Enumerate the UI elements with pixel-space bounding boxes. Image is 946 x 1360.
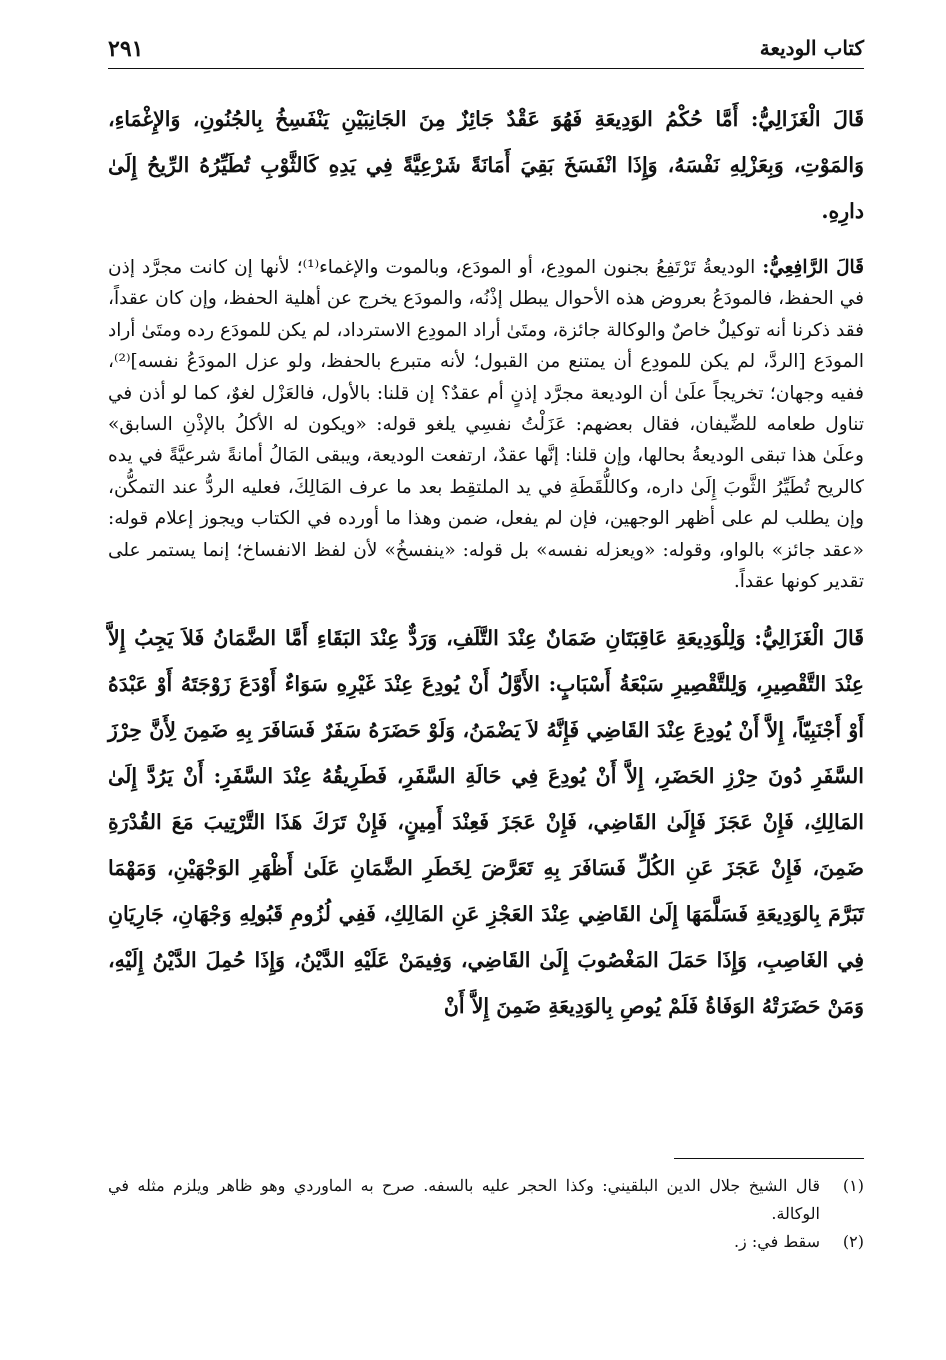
footnote-divider	[674, 1158, 864, 1159]
footnotes	[108, 1172, 864, 1256]
paragraph-text: أَمَّا حُكْمُ الوَدِيعَةِ فَهُوَ عَقْدٌ جَائِزٌ مِنَ الجَانِبَيْنِ يَنْفَسِخُ بِالجُنُونِ، وَالإِغْمَاءِ، وَالمَوْتِ، وَبِعَزْلِهِ نَفْسَهُ، وَإِذَا انْفَسَخَ بَقِيَ أَمَانَةً شَرْعِيَّةً فِي يَدِهِ كَالثَّوْبِ تُطَيِّرُهُ الرِّيحُ إِلَىٰ دارِهِ.	[108, 107, 864, 223]
paragraph-ghazali-1	[108, 96, 864, 234]
footnote-2	[108, 1228, 864, 1256]
footnote-text: سقط في: ز.	[733, 1232, 820, 1251]
page-number: ٢٩١	[108, 36, 144, 62]
speaker-label: قَالَ الرَّافِعِيُّ:	[762, 257, 865, 278]
paragraph-ghazali-2	[108, 615, 864, 1029]
speaker-label: قَالَ الْغَزَالِيُّ:	[754, 626, 864, 651]
paragraph-text: وَلِلْوَدِيعَةِ عَاقِبَتَانِ ضَمَانٌ عِنْدَ التَّلَفِ، وَرَدٌّ عِنْدَ البَقَاءِ أَمَّا الضَّمَانُ فَلاَ يَجِبُ إِلاَّ عِنْدَ التَّقْصِيرِ، وَلِلتَّقْصِيرِ سَبْعَةُ أَسْبَابٍ: الأَوَّلُ أَنْ يُودِعَ عِنْدَ غَيْرِهِ سَوَاءٌ أَوْدَعَ زَوْجَتَهُ أَوْ عَبْدَهُ أَوْ أَجْنَبِيّاً، إِلاَّ أَنْ يُودِعَ عِنْدَ القَاضِي فَإِنَّهُ لاَ يَضْمَنُ، وَلَوْ حَضَرَهُ سَفَرٌ فَسَافَرَ بِهِ ضَمِنَ لِأَنَّ حِرْزَ السَّفَرِ دُونَ حِرْزِ الحَضَرِ، إِلاَّ أَنْ يُودِعَ فِي حَالَةِ السَّفَرِ، فَطَرِيقُهُ عِنْدَ السَّفَرِ: أَنْ يَرُدَّ إِلَىٰ المَالِكِ، فَإِنْ عَجَزَ فَإِلَىٰ القَاضِي، فَإِنْ عَجَزَ فَعِنْدَ أَمِينٍ، فَإِنْ تَرَكَ هَذَا التَّرْتِيبَ مَعَ القُدْرَةِ ضَمِنَ، فَإِنْ عَجَزَ عَنِ الكُلِّ فَسَافَرَ بِهِ تَعَرَّضَ لِخَطَرِ الضَّمَانِ عَلَىٰ أَظْهَرِ الوَجْهَيْنِ، وَمَهْمَا تَبَرَّمَ بِالوَدِيعَةِ فَسَلَّمَهَا إِلَىٰ القَاضِي عِنْدَ العَجْزِ عَنِ المَالِكِ، فَفِي لُزُومِ قَبُولِهِ وَجْهَانِ، جَارِيَانِ فِي الغَاصِبِ، وَإِذَا حَمَلَ المَغْصُوبَ إِلَىٰ القَاضِي، وَفِيمَنْ عَلَيْهِ الدَّيْنُ، وَإِذَا حُمِلَ الدَّيْنُ إِلَيْهِ، وَمَنْ حَضَرَتْهُ الوَفَاةُ فَلَمْ يُوصِ بِالوَدِيعَةِ ضَمِنَ إِلاَّ أَنْ	[108, 626, 864, 1019]
running-title: كتاب الوديعة	[759, 36, 864, 60]
page-body	[108, 96, 864, 1029]
paragraph-rafii	[108, 252, 864, 597]
footnote-number: (٢)	[842, 1232, 864, 1251]
footnote-1	[108, 1172, 864, 1228]
page-header	[108, 34, 864, 69]
footnote-text: قال الشيخ جلال الدين البلقيني: وكذا الحجر عليه بالسفه. صرح به الماوردي وهو ظاهر ويلزم مثله في الوكالة.	[108, 1176, 820, 1223]
footnote-number: (١)	[842, 1176, 864, 1195]
speaker-label: قَالَ الْغَزَالِيُّ:	[750, 107, 864, 131]
paragraph-text: الوديعةُ تَرْتَفِعُ بجنون المودِع، أو المودَع، وبالموت والإغماء⁽¹⁾؛ لأنها إن كانت مجرَّد إذن في الحفظ، فالمودَعُ بعروض هذه الأحوال يبطل إذْنُه، والمودَع يخرج عن أهلية الحفظ، وإن كان عقداً، فقد ذكرنا أنه توكيلٌ خاصٌ والوكالة جائزة، ومتَىٰ أراد المودِع الاسترداد، لم يكن للمودَع رده ومتَىٰ أراد المودَع [الردَّ، لم يكن للمودِع أن يمتنع من القبول؛ لأنه متبرع بالحفظ، ولو عزل المودَعُ نفسه]⁽²⁾، ففيه وجهان؛ تخريجاً علَىٰ أن الوديعة مجرَّد إذنٍ أم عقدٌ؟ إن قلنا: بالأول، فالعَزْل لغوٌ، كما لو أذن في تناول طعامه للضِّيفان، فقال بعضهم: عَزَلْتُ نفسِي يلغو قوله: «ويكون له الأكلُ بالإذْنِ السابق» وعلَىٰ هذا تبقى الوديعةُ بحالها، وإن قلنا: إنَّها عقدٌ، ارتفعت الوديعة، ويبقى المَالُ أمانةً شرعيَّةً في يده كالريح تُطَيِّرُ الثَّوبَ إِلَىٰ داره، وكاللُّقَطَةِ في يد الملتقِط بعد ما عرف المَالِكَ، فعليه الردُّ عند التمكُّن، وإن يطلب لم على أظهر الوجهين، فإن لم يفعل، ضمن وهذا ما أورده في الكتاب ويجوز إعلام قوله: «عقد جائز» بالواو، وقوله: «ويعزله نفسه» بل قوله: «ينفسخُ» لأن لفظ الانفساخ؛ إنما يستمر على تقدير كونها عقداً.	[108, 257, 864, 593]
